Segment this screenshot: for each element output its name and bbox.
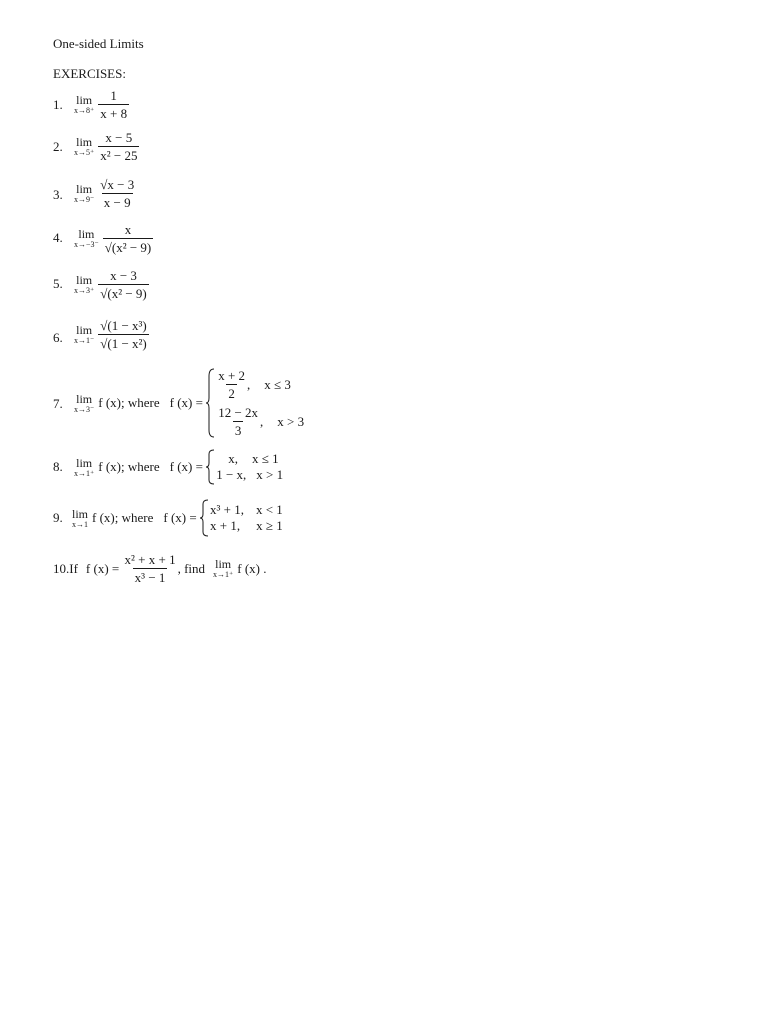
function-def: f (x) [163, 510, 187, 525]
left-brace-icon [206, 449, 216, 485]
function-def: f (x) [169, 459, 193, 474]
where-text: ; where [114, 510, 154, 525]
exercise-number: 2. [53, 139, 63, 154]
exercise-6 [74, 318, 149, 351]
exercise-1 [74, 88, 129, 121]
limit-operator: lim x→1⁺ [213, 557, 234, 579]
function-def: f (x) [85, 560, 109, 576]
exercise-number: 5. [53, 276, 63, 291]
function-name: f (x) [98, 395, 121, 410]
exercise-9 [72, 499, 283, 537]
piecewise-cases: $\frac{x + 2}{2}$ , x ≤ 3 $\frac{12 - 2x}{3}$ , x > 3 [218, 368, 305, 438]
equals-sign: = [192, 459, 207, 474]
exercise-number: 3. [53, 187, 63, 202]
exercise-number: 4. [53, 230, 63, 245]
exercise-number: 7. [53, 396, 63, 411]
if-text: If [69, 560, 78, 576]
exercise-number: 6. [53, 330, 63, 345]
limit-operator: lim x→1⁺ [74, 455, 95, 478]
fraction: $\frac{\text{x² + x + 1}}{\text{x³ − 1}}$ [124, 552, 176, 585]
exercise-number: 1. [53, 97, 63, 112]
left-brace-icon [200, 499, 210, 537]
exercise-3 [74, 177, 136, 210]
exercise-number: 10. [53, 560, 70, 576]
exercise-4 [74, 222, 153, 255]
function-def: f (x) [169, 395, 193, 410]
limit-operator: lim x→8⁺ [74, 93, 95, 115]
fraction: $\frac{x}{\text{√(x² − 9)}}$ [104, 222, 152, 255]
exercise-2 [74, 130, 139, 163]
limit-operator: lim x→9⁻ [74, 182, 95, 204]
limit-operator: lim x→−3⁻ [74, 227, 99, 249]
fraction: $\frac{x - 5}{\text{x² − 25}}$ [100, 130, 138, 163]
left-brace-icon [206, 368, 216, 438]
where-text: ; where [120, 395, 160, 410]
limit-operator: lim x→3⁻ [74, 391, 95, 414]
exercise-8 [74, 449, 283, 485]
piecewise-cases: x, x ≤ 1 1 − x, x > 1 [216, 451, 284, 482]
exercise-number: 8. [53, 459, 63, 474]
exercises-heading: EXERCISES: [53, 66, 126, 81]
equals-sign: = [192, 395, 207, 410]
exercise-7 [74, 368, 304, 438]
fraction: $\frac{x - 3}{\text{√(x² − 9)}}$ [100, 268, 147, 301]
limit-operator: lim x→3⁺ [74, 273, 95, 295]
equals-sign: = [186, 510, 200, 525]
limit-operator: lim x→1 [72, 506, 89, 529]
page-title: One-sided Limits [53, 36, 144, 51]
where-text: ; where [120, 459, 160, 474]
fraction: $\frac{\text{√(1 − x³)}}{\text{√(1 − x²)}}$ [100, 318, 147, 351]
find-text: , find [177, 560, 206, 576]
exercise-number: 9. [53, 510, 63, 525]
fraction: $\frac{1}{x + 8}$ [100, 88, 128, 121]
exercise-5 [74, 268, 149, 301]
function-name: f (x) [98, 459, 121, 474]
exercise-10 [53, 552, 267, 585]
piecewise-cases: x³ + 1, x < 1 x + 1, x ≥ 1 [209, 502, 283, 533]
limit-operator: lim x→1⁻ [74, 323, 95, 345]
equals-sign: = [108, 560, 123, 576]
function-name: f (x) [92, 510, 115, 525]
fraction: $\frac{√x - 3}{x - 9}$ [100, 177, 135, 210]
limit-operator: lim x→5⁺ [74, 135, 95, 157]
function-name: f (x) . [237, 560, 267, 576]
